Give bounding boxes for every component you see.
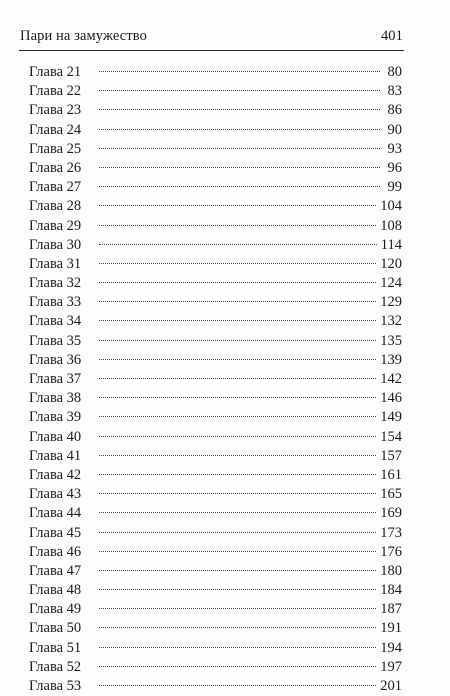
- toc-chapter-title: Глава 29: [29, 217, 82, 234]
- toc-chapter-title: Глава 34: [29, 313, 82, 330]
- toc-leader-dots: [99, 532, 376, 533]
- toc-entry[interactable]: [29, 524, 402, 543]
- toc-chapter-title: Глава 37: [29, 371, 82, 387]
- toc-entry[interactable]: [29, 140, 402, 159]
- toc-chapter-title: Глава 36: [29, 351, 82, 368]
- toc-chapter-title: Глава 40: [29, 428, 82, 445]
- toc-leader-dots: [99, 551, 376, 552]
- toc-leader-dots: [99, 436, 376, 437]
- toc-entry[interactable]: [29, 351, 402, 370]
- toc-leader-dots: [99, 301, 376, 302]
- toc-chapter-title: Глава 30: [29, 236, 82, 253]
- toc-leader-dots: [99, 378, 376, 379]
- toc-leader-dots: [99, 167, 380, 168]
- toc-entry[interactable]: [29, 197, 402, 216]
- toc-entry[interactable]: [29, 255, 402, 274]
- toc-chapter-title: Глава 28: [29, 198, 82, 215]
- toc-page-number: 132: [380, 313, 402, 330]
- toc-chapter-title: Глава 48: [29, 582, 82, 599]
- toc-page-number: 187: [380, 601, 402, 618]
- toc-chapter-title: Глава 41: [29, 447, 82, 464]
- toc-chapter-title: Глава 50: [29, 620, 82, 637]
- toc-chapter-title: Глава 32: [29, 275, 82, 292]
- toc-page-number: 83: [387, 83, 402, 100]
- running-title: Пари на замужество: [20, 27, 147, 44]
- toc-chapter-title: Глава 39: [29, 409, 82, 426]
- toc-chapter-title: Глава 52: [29, 658, 82, 675]
- toc-page-number: 154: [380, 428, 402, 445]
- toc-entry[interactable]: [29, 447, 402, 466]
- toc-chapter-title: Глава 44: [29, 505, 82, 522]
- toc-page-number: 120: [380, 255, 402, 272]
- toc-leader-dots: [99, 647, 376, 648]
- toc-entry[interactable]: [29, 293, 402, 312]
- toc-leader-dots: [99, 340, 376, 341]
- toc-entry[interactable]: [29, 466, 402, 485]
- toc-entry[interactable]: [29, 332, 402, 351]
- table-of-contents: [29, 63, 402, 696]
- toc-chapter-title: Глава 33: [29, 294, 82, 311]
- toc-chapter-title: Глава 53: [29, 678, 82, 694]
- toc-leader-dots: [99, 320, 376, 321]
- toc-page-number: 124: [380, 275, 402, 292]
- toc-chapter-title: Глава 43: [29, 486, 82, 503]
- header-rule: [19, 50, 404, 51]
- toc-entry[interactable]: [29, 63, 402, 82]
- toc-chapter-title: Глава 22: [29, 83, 82, 100]
- toc-entry[interactable]: [29, 562, 402, 581]
- toc-entry[interactable]: [29, 600, 402, 619]
- toc-page-number: 114: [380, 236, 402, 253]
- toc-chapter-title: Глава 42: [29, 466, 82, 483]
- toc-leader-dots: [99, 397, 376, 398]
- toc-leader-dots: [99, 109, 380, 110]
- toc-chapter-title: Глава 27: [29, 179, 82, 196]
- toc-page-number: 108: [380, 217, 402, 234]
- toc-page-number: 180: [380, 562, 402, 579]
- toc-page-number: 80: [387, 64, 402, 80]
- toc-chapter-title: Глава 49: [29, 601, 82, 618]
- running-header: [20, 25, 403, 47]
- toc-leader-dots: [99, 627, 376, 628]
- toc-leader-dots: [99, 148, 380, 149]
- toc-entry[interactable]: [29, 619, 402, 638]
- toc-leader-dots: [99, 71, 380, 72]
- toc-leader-dots: [99, 282, 376, 283]
- toc-page-number: 191: [380, 620, 402, 637]
- toc-leader-dots: [99, 90, 380, 91]
- toc-page-number: 135: [380, 332, 402, 349]
- toc-entry[interactable]: [29, 677, 402, 696]
- toc-leader-dots: [99, 263, 376, 264]
- toc-page-number: 184: [380, 582, 402, 599]
- toc-chapter-title: Глава 24: [29, 121, 82, 138]
- toc-entry[interactable]: [29, 408, 402, 427]
- toc-leader-dots: [99, 608, 376, 609]
- toc-leader-dots: [99, 685, 376, 686]
- toc-leader-dots: [99, 589, 376, 590]
- toc-page-number: 139: [380, 351, 402, 368]
- toc-entry[interactable]: [29, 82, 402, 101]
- toc-entry[interactable]: [29, 581, 402, 600]
- toc-page-number: 93: [387, 140, 402, 157]
- toc-entry[interactable]: [29, 639, 402, 658]
- toc-chapter-title: Глава 38: [29, 390, 82, 407]
- toc-entry[interactable]: [29, 543, 402, 562]
- toc-entry[interactable]: [29, 217, 402, 236]
- toc-entry[interactable]: [29, 101, 402, 120]
- toc-chapter-title: Глава 45: [29, 524, 82, 541]
- toc-page-number: 129: [380, 294, 402, 311]
- toc-leader-dots: [99, 474, 376, 475]
- toc-page-number: 90: [387, 121, 402, 138]
- toc-chapter-title: Глава 51: [29, 639, 82, 656]
- toc-chapter-title: Глава 47: [29, 562, 82, 579]
- toc-leader-dots: [99, 186, 380, 187]
- page-number: 401: [380, 27, 403, 44]
- toc-leader-dots: [99, 493, 376, 494]
- toc-entry[interactable]: [29, 428, 402, 447]
- toc-page-number: 169: [380, 505, 402, 522]
- toc-page-number: 146: [380, 390, 402, 407]
- toc-page-number: 197: [380, 658, 402, 675]
- toc-chapter-title: Глава 23: [29, 102, 82, 119]
- toc-page-number: 161: [380, 466, 402, 483]
- toc-leader-dots: [99, 512, 376, 513]
- toc-entry[interactable]: [29, 121, 402, 140]
- toc-leader-dots: [99, 359, 376, 360]
- toc-chapter-title: Глава 46: [29, 543, 82, 560]
- toc-leader-dots: [99, 416, 376, 417]
- toc-entry[interactable]: [29, 159, 402, 178]
- toc-leader-dots: [99, 244, 377, 245]
- toc-page-number: 176: [380, 543, 402, 560]
- toc-leader-dots: [99, 205, 376, 206]
- toc-leader-dots: [99, 129, 380, 130]
- toc-chapter-title: Глава 21: [29, 64, 82, 80]
- toc-entry[interactable]: [29, 236, 402, 255]
- toc-entry[interactable]: [29, 658, 402, 677]
- toc-page-number: 165: [380, 486, 402, 503]
- toc-entry[interactable]: [29, 370, 402, 389]
- toc-chapter-title: Глава 35: [29, 332, 82, 349]
- toc-page-number: 194: [380, 639, 402, 656]
- toc-entry[interactable]: [29, 312, 402, 331]
- toc-entry[interactable]: [29, 178, 402, 197]
- toc-leader-dots: [99, 225, 376, 226]
- toc-chapter-title: Глава 31: [29, 255, 82, 272]
- toc-chapter-title: Глава 25: [29, 140, 82, 157]
- toc-leader-dots: [99, 666, 376, 667]
- toc-page-number: 201: [380, 678, 402, 694]
- toc-page-number: 99: [387, 179, 402, 196]
- toc-entry[interactable]: [29, 485, 402, 504]
- toc-page-number: 86: [387, 102, 402, 119]
- toc-page-number: 149: [380, 409, 402, 426]
- toc-page-number: 142: [380, 371, 402, 387]
- toc-leader-dots: [99, 455, 376, 456]
- toc-entry[interactable]: [29, 389, 402, 408]
- toc-entry[interactable]: [29, 504, 402, 523]
- toc-page-number: 96: [387, 159, 402, 176]
- toc-page-number: 173: [380, 524, 402, 541]
- toc-page-number: 104: [380, 198, 402, 215]
- toc-leader-dots: [99, 570, 376, 571]
- toc-entry[interactable]: [29, 274, 402, 293]
- toc-chapter-title: Глава 26: [29, 159, 82, 176]
- toc-page-number: 157: [380, 447, 402, 464]
